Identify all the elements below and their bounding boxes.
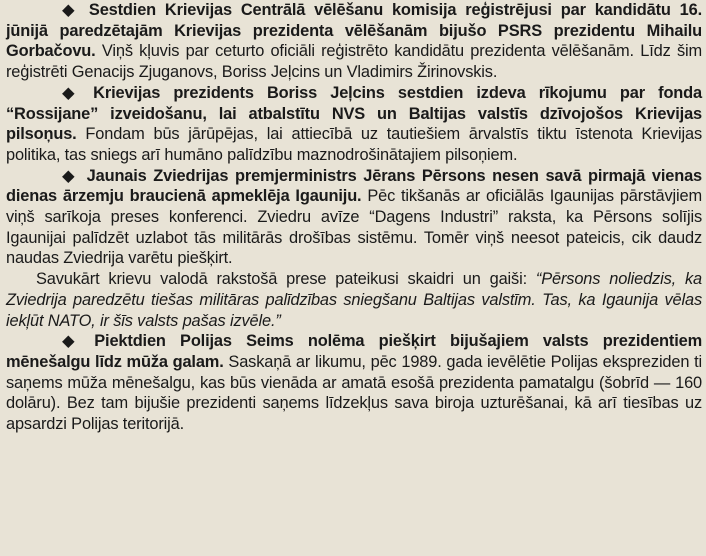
- news-body: Savukārt krievu valodā rakstošā prese pateikusi skaidri un gaiši:: [36, 270, 536, 289]
- news-body: Fondam būs jārūpējas, lai attiecībā uz tautiešiem ārvalstīs tiktu īstenota Krievijas politika, tas sniegs arī humāno palīdzību maznodrošinātajiem pilsoņiem.: [6, 125, 702, 164]
- diamond-bullet-icon: ◆: [62, 1, 75, 19]
- news-body: Saskaņā ar likumu, pēc 1989. gada ievēlētie Polijas ekspreziden ti saņems mūža mēnešalgu, kas būs vienāda ar amatā esošā prezidenta pamatalgu (šobrīd — 160 dolāru). Bez tam bijušie prezidenti saņems līdzekļus sava biroja uzturēšanai, kā arī tiesības uz apsardzi Polijas teritorijā.: [6, 352, 702, 434]
- diamond-bullet-icon: ◆: [62, 83, 75, 102]
- news-quote: “Pērsons noliedzis, ka Zviedrija paredzētu tiešas militāras palīdzības sniegšanu Baltijas valstīm. Tas, ka Igaunija vēlas iekļūt NATO, ir šīs valsts pašas izvēle.”: [6, 270, 702, 330]
- news-item-gorbachev: [6, 0, 702, 83]
- news-body: Pēc tikšanās ar oficiālās Igaunijas pārstāvjiem viņš sarīkoja preses konferenci. Zviedru avīze “Dagens Industri” raksta, ka Pērsons solījis Igaunijai palīdzēt uzlabot tās militārās drošības sistēmu. Tomēr viņš neesot pateicis, cik daudz naudas Zviedrija varētu piešķirt.: [6, 187, 702, 268]
- news-item-poland-sejm: [6, 331, 702, 435]
- diamond-bullet-icon: ◆: [62, 332, 75, 351]
- news-lead: Sestdien Krievijas Centrālā vēlēšanu komisija reģistrējusi par kandidātu 16. jūnijā paredzētajām Krievijas prezidenta vēlēšanām bijušo PSRS prezidentu Mihailu Gorbačovu.: [6, 1, 702, 61]
- news-item-persson-estonia: [6, 166, 702, 270]
- news-lead: Piektdien Polijas Seims nolēma piešķirt bijušajiem valsts prezidentiem mēnešalgu līdz mūža galam.: [6, 332, 703, 371]
- diamond-bullet-icon: ◆: [62, 166, 75, 185]
- news-item-russian-press: [6, 269, 702, 331]
- news-item-rossijane-fund: [6, 83, 702, 166]
- news-lead: Jaunais Zviedrijas premjerministrs Jērans Pērsons nesen savā pirmajā vienas dienas ārzemju braucienā apmeklēja Igauniju.: [6, 166, 702, 206]
- news-body: Viņš kļuvis par ceturto oficiāli reģistrēto kandidātu prezidenta vēlēšanām. Līdz šim reģistrēti Genacijs Zjuganovs, Boriss Jeļcins un Vladimirs Žirinovskis.: [6, 42, 702, 82]
- news-lead: Krievijas prezidents Boriss Jeļcins sestdien izdeva rīkojumu par fonda “Rossijane” izveidošanu, lai atbalstītu NVS un Baltijas valstīs dzīvojošos Krievijas pilsoņus.: [6, 83, 702, 144]
